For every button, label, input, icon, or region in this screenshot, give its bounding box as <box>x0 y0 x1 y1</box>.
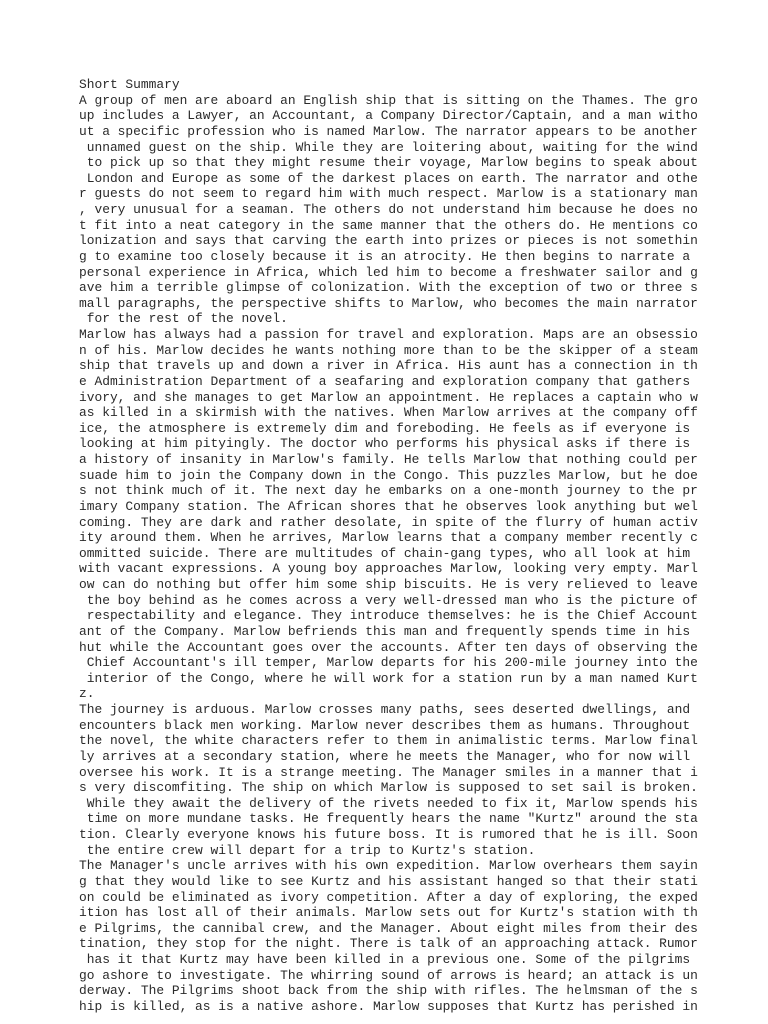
text-line: While they await the delivery of the rivets needed to fix it, Marlow spends his <box>79 795 698 811</box>
text-line: with vacant expressions. A young boy approaches Marlow, looking very empty. Marl <box>79 561 698 577</box>
text-line: hut while the Accountant goes over the accounts. After ten days of observing the <box>79 639 698 655</box>
text-line: go ashore to investigate. The whirring sound of arrows is heard; an attack is un <box>79 967 698 983</box>
text-line: ity around them. When he arrives, Marlow learns that a company member recently c <box>79 530 698 546</box>
text-line: as killed in a skirmish with the natives. When Marlow arrives at the company off <box>79 405 698 421</box>
text-line: to pick up so that they might resume their voyage, Marlow begins to speak about <box>79 155 698 171</box>
document-heading: Short Summary <box>79 77 180 92</box>
text-line: unnamed guest on the ship. While they are loitering about, waiting for the wind <box>79 139 698 155</box>
summary-text <box>79 77 698 1015</box>
text-line: A group of men are aboard an English ship that is sitting on the Thames. The gro <box>79 92 698 108</box>
text-line: respectability and elegance. They introduce themselves: he is the Chief Account <box>79 608 698 624</box>
text-line: has it that Kurtz may have been killed in a previous one. Some of the pilgrims <box>79 952 691 967</box>
text-line: personal experience in Africa, which led him to become a freshwater sailor and g <box>79 264 698 280</box>
text-line: for the rest of the novel. <box>79 311 288 327</box>
text-line: ly arrives at a secondary station, where he meets the Manager, who for now will <box>79 748 691 764</box>
text-line: the entire crew will depart for a trip to Kurtz's station. <box>79 842 536 858</box>
text-line: n of his. Marlow decides he wants nothing more than to be the skipper of a steam <box>79 342 698 358</box>
text-line: tion. Clearly everyone knows his future boss. It is rumored that he is ill. Soon <box>79 827 698 842</box>
text-line: mall paragraphs, the perspective shifts to Marlow, who becomes the main narrator <box>79 295 698 311</box>
text-line: ant of the Company. Marlow befriends this man and frequently spends time in his <box>79 623 691 639</box>
text-line: e Administration Department of a seafaring and exploration company that gathers <box>79 373 691 389</box>
text-line: tination, they stop for the night. There is talk of an approaching attack. Rumor <box>79 936 698 952</box>
text-line: s very discomfiting. The ship on which Marlow is supposed to set sail is broken. <box>79 780 698 796</box>
text-line: ow can do nothing but offer him some ship biscuits. He is very relieved to leave <box>79 577 698 592</box>
text-line: hip is killed, as is a native ashore. Marlow supposes that Kurtz has perished in <box>79 998 698 1014</box>
text-line: , very unusual for a seaman. The others do not understand him because he does no <box>79 202 698 217</box>
text-line: The Manager's uncle arrives with his own expedition. Marlow overhears them sayin <box>79 858 698 874</box>
text-line: s not think much of it. The next day he embarks on a one-month journey to the pr <box>79 483 698 499</box>
text-line: z. <box>79 686 95 702</box>
text-line: derway. The Pilgrims shoot back from the ship with rifles. The helmsman of the s <box>79 983 698 999</box>
text-line: imary Company station. The African shores that he observes look anything but wel <box>79 498 698 514</box>
text-line: r guests do not seem to regard him with much respect. Marlow is a stationary man <box>79 186 698 202</box>
text-line: coming. They are dark and rather desolate, in spite of the flurry of human activ <box>79 514 698 530</box>
text-line: ommitted suicide. There are multitudes of chain-gang types, who all look at him <box>79 545 691 561</box>
text-line: ition has lost all of their animals. Marlow sets out for Kurtz's station with th <box>79 905 698 921</box>
text-line: The journey is arduous. Marlow crosses many paths, sees deserted dwellings, and <box>79 702 691 717</box>
text-line: ship that travels up and down a river in Africa. His aunt has a connection in th <box>79 358 698 374</box>
text-line: ice, the atmosphere is extremely dim and foreboding. He feels as if everyone is <box>79 420 691 436</box>
text-line: suade him to join the Company down in the Congo. This puzzles Marlow, but he doe <box>79 467 698 483</box>
text-line: Marlow has always had a passion for travel and exploration. Maps are an obsessio <box>79 327 698 342</box>
text-line: Chief Accountant's ill temper, Marlow departs for his 200-mile journey into the <box>79 655 698 671</box>
text-line: ave him a terrible glimpse of colonization. With the exception of two or three s <box>79 280 698 296</box>
text-line: a history of insanity in Marlow's family. He tells Marlow that nothing could per <box>79 452 698 467</box>
text-line: on could be eliminated as ivory competition. After a day of exploring, the exped <box>79 889 698 905</box>
text-line: interior of the Congo, where he will work for a station run by a man named Kurt <box>79 670 698 686</box>
text-line: t fit into a neat category in the same manner that the others do. He mentions co <box>79 217 698 233</box>
text-line: e Pilgrims, the cannibal crew, and the Manager. About eight miles from their des <box>79 920 698 936</box>
text-line: time on more mundane tasks. He frequently hears the name "Kurtz" around the sta <box>79 811 698 827</box>
text-line: g that they would like to see Kurtz and his assistant hanged so that their stati <box>79 873 698 889</box>
text-line: the novel, the white characters refer to them in animalistic terms. Marlow final <box>79 733 698 749</box>
text-line: the boy behind as he comes across a very well-dressed man who is the picture of <box>79 592 698 608</box>
text-line: lonization and says that carving the earth into prizes or pieces is not somethin <box>79 233 698 249</box>
text-line: ut a specific profession who is named Marlow. The narrator appears to be another <box>79 123 698 139</box>
text-line: up includes a Lawyer, an Accountant, a Company Director/Captain, and a man witho <box>79 108 698 124</box>
text-line: encounters black men working. Marlow never describes them as humans. Throughout <box>79 717 691 733</box>
text-line: looking at him pityingly. The doctor who performs his physical asks if there is <box>79 436 691 452</box>
text-line: London and Europe as some of the darkest places on earth. The narrator and othe <box>79 170 698 186</box>
text-line: ivory, and she manages to get Marlow an appointment. He replaces a captain who w <box>79 389 698 405</box>
text-line: oversee his work. It is a strange meeting. The Manager smiles in a manner that i <box>79 764 698 780</box>
text-line: g to examine too closely because it is an atrocity. He then begins to narrate a <box>79 248 691 264</box>
